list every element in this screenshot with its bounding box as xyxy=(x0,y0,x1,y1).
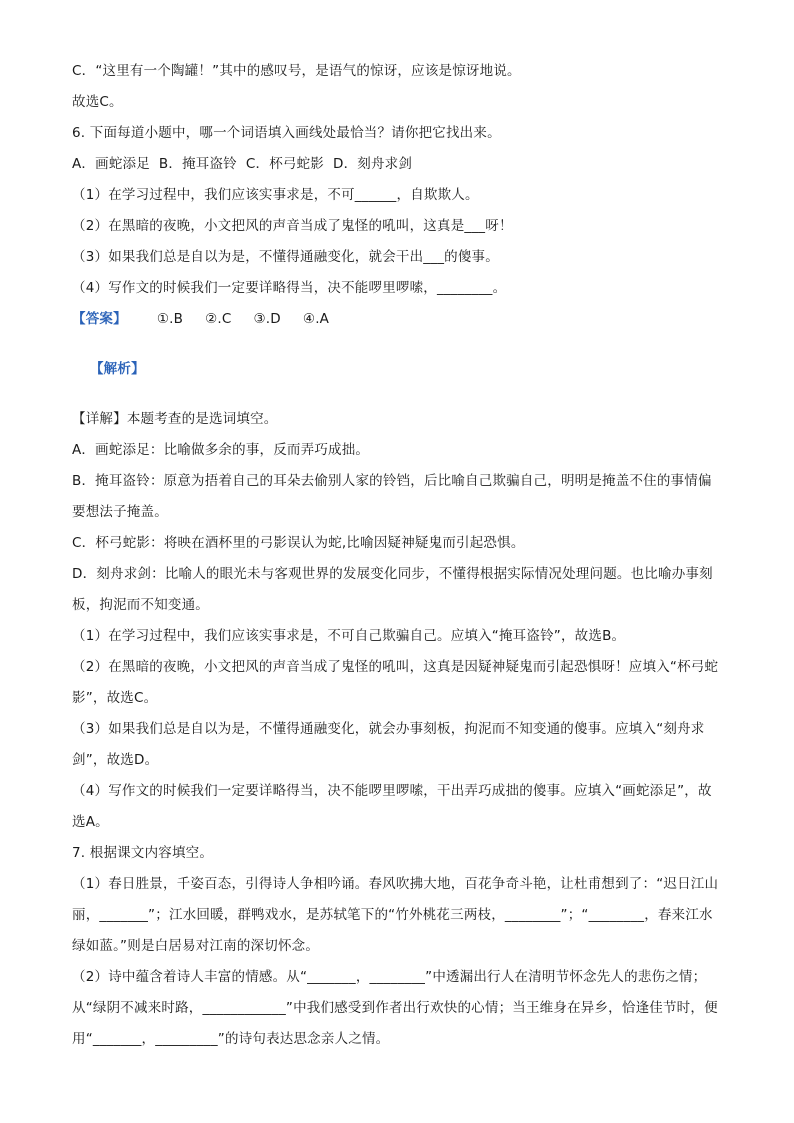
answer-item-1: ①.B xyxy=(156,311,184,327)
question-6-item-2: （2）在黑暗的夜晚，小文把风的声音当成了鬼怪的吼叫，这真是___呀！ xyxy=(72,218,513,234)
question-7-part-2: （2）诗中蕴含着诗人丰富的情感。从“_______，________”中透漏出行人在清明节怀念先人的悲伤之情；从“绿阴不减来时路，____________”中我们感受到作者出行欢快的心情；当王维身在异乡，恰逢佳节时，便用“_______，_________”的诗句表达思念亲人之情。 xyxy=(72,969,718,1047)
question-6-options: A．画蛇添足 B．掩耳盗铃 C．杯弓蛇影 D．刻舟求剑 xyxy=(72,156,413,172)
explanation-b: B．掩耳盗铃：原意为捂着自己的耳朵去偷别人家的铃铛，后比喻自己欺骗自己，明明是掩盖不住的事情偏要想法子掩盖。 xyxy=(72,473,712,520)
answer-item-3: ③.D xyxy=(253,311,281,327)
analysis-tag: 【解析】 xyxy=(89,361,145,377)
answer-item-2: ②.C xyxy=(205,311,232,327)
question-6-item-4: （4）写作文的时候我们一定要详略得当，决不能啰里啰嗦，________。 xyxy=(72,280,507,296)
question-6-item-1: （1）在学习过程中，我们应该实事求是，不可______，自欺欺人。 xyxy=(72,187,479,203)
document-page xyxy=(72,62,722,1061)
answer-row xyxy=(72,310,722,329)
explanation-c: C．杯弓蛇影：将映在酒杯里的弓影误认为蛇,比喻因疑神疑鬼而引起恐惧。 xyxy=(72,535,525,551)
question-7-title: 7. 根据课文内容填空。 xyxy=(72,845,214,861)
explanation-a: A．画蛇添足：比喻做多余的事，反而弄巧成拙。 xyxy=(72,442,370,458)
explanation-item-4: （4）写作文的时候我们一定要详略得当，决不能啰里啰嗦，干出弄巧成拙的傻事。应填入“画蛇添足”，故选A。 xyxy=(72,783,712,830)
question-6-item-3: （3）如果我们总是自以为是，不懂得通融变化，就会干出___的傻事。 xyxy=(72,249,499,265)
explanation-item-2: （2）在黑暗的夜晚，小文把风的声音当成了鬼怪的吼叫，这真是因疑神疑鬼而引起恐惧呀！应填入“杯弓蛇影”，故选C。 xyxy=(72,659,719,706)
detail-row xyxy=(72,410,722,429)
question-7-part-1: （1）春日胜景，千姿百态，引得诗人争相吟诵。春风吹拂大地，百花争奇斗艳，让杜甫想到了：“迟日江山丽，_______”；江水回暖，群鸭戏水，是苏轼笔下的“竹外桃花三两枝，________”；“________，春来江水绿如蓝。”则是白居易对江南的深切怀念。 xyxy=(72,876,719,954)
explanation-item-3: （3）如果我们总是自以为是，不懂得通融变化，就会办事刻板，拘泥而不知变通的傻事。应填入“刻舟求剑”，故选D。 xyxy=(72,721,705,768)
answer-choice-c: 故选C。 xyxy=(72,94,123,110)
detail-tag: 【详解】 xyxy=(72,411,127,427)
option-c-explanation: C．“这里有一个陶罐！”其中的感叹号，是语气的惊讶，应该是惊讶地说。 xyxy=(72,63,521,79)
answer-tag: 【答案】 xyxy=(72,311,127,327)
analysis-row xyxy=(72,341,722,398)
answer-item-4: ④.A xyxy=(302,311,330,327)
question-6-title: 6. 下面每道小题中，哪一个词语填入画线处最恰当？请你把它找出来。 xyxy=(72,125,501,141)
detail-text: 本题考查的是选词填空。 xyxy=(126,411,278,427)
explanation-item-1: （1）在学习过程中，我们应该实事求是，不可自己欺骗自己。应填入“掩耳盗铃”，故选B。 xyxy=(72,628,626,644)
explanation-d: D．刻舟求剑：比喻人的眼光未与客观世界的发展变化同步，不懂得根据实际情况处理问题。也比喻办事刻板，拘泥而不知变通。 xyxy=(72,566,713,613)
